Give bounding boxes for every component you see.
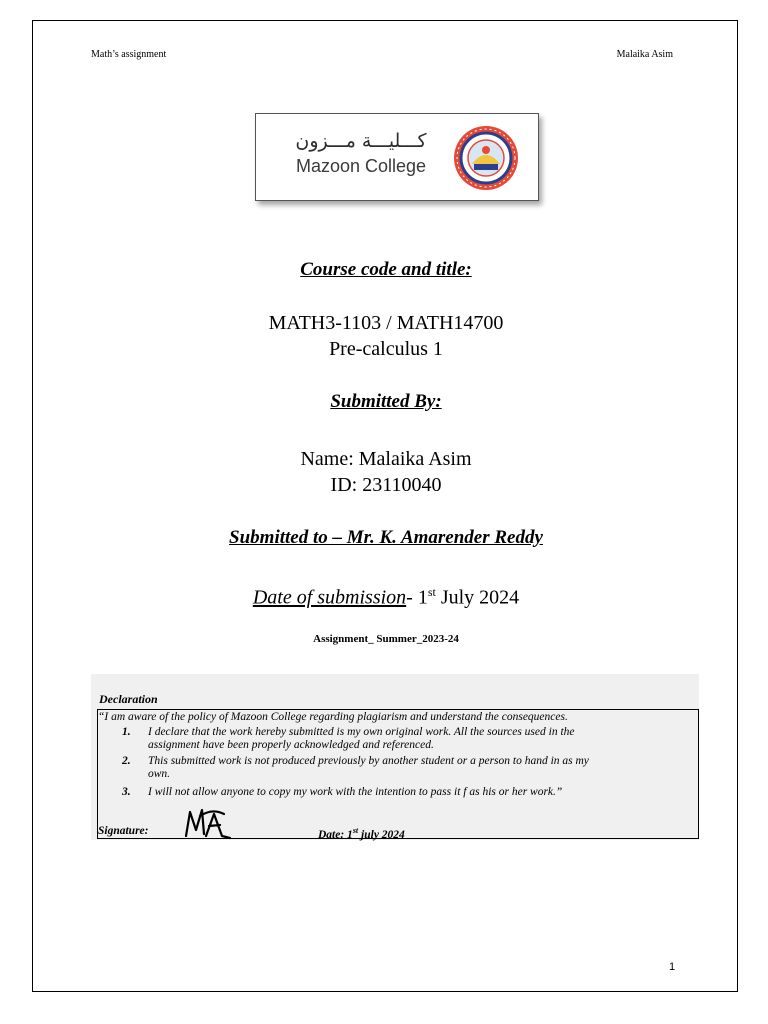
course-title: Pre-calculus 1: [329, 338, 443, 360]
college-seal-icon: [452, 124, 520, 192]
signature-date-label: Date: 1: [318, 828, 353, 841]
college-logo: [255, 113, 539, 201]
submission-date-label: Date of submission: [252, 586, 407, 609]
declaration-body: [97, 709, 699, 839]
page-number: 1: [669, 961, 676, 973]
declaration-item-number: 1.: [122, 726, 131, 738]
signature-date-rest: july 2024: [358, 828, 405, 841]
document-page: [32, 20, 738, 992]
student-name: Name: Malaika Asim: [300, 448, 472, 470]
declaration-item-number: 3.: [122, 786, 131, 798]
declaration-item-line: I declare that the work hereby submitted is my own original work. All the sources used in the: [148, 726, 575, 738]
signature-label: Signature:: [98, 825, 149, 837]
submission-date-day: - 1: [406, 586, 428, 609]
declaration-item-text: I will not allow anyone to copy my work with the intention to pass it f as his or her work.”: [148, 786, 563, 798]
declaration-item-line: own.: [148, 767, 171, 780]
declaration-item-number: 2.: [122, 755, 131, 767]
student-id: ID: 23110040: [330, 474, 442, 496]
declaration-intro: “I am aware of the policy of Mazoon College regarding plagiarism and understand the consequences.: [98, 711, 568, 723]
logo-arabic-text: كـــليـــة مـــزون: [295, 130, 427, 152]
declaration-item-text: [148, 755, 694, 780]
course-code: MATH3-1103 / MATH14700: [268, 312, 504, 334]
signature-date: [318, 825, 405, 841]
declaration-item-line: This submitted work is not produced previously by another student or a person to hand in as my: [148, 755, 589, 767]
declaration-item-line: assignment have been properly acknowledged and referenced.: [148, 738, 434, 751]
declaration-item-text: [148, 726, 694, 751]
declaration-title: Declaration: [99, 692, 158, 706]
course-heading: Course code and title:: [300, 259, 472, 280]
handwritten-signature: [182, 806, 232, 840]
submission-date-sup: st: [427, 585, 436, 599]
logo-name-text: Mazoon College: [295, 156, 427, 176]
signature-date-sup: st: [352, 826, 359, 835]
assignment-label: Assignment_ Summer_2023-24: [313, 633, 459, 645]
submitted-to: Submitted to – Mr. K. Amarender Reddy: [229, 527, 543, 548]
submitted-by-heading: Submitted By:: [330, 391, 442, 412]
header-left: Math’s assignment: [91, 49, 167, 60]
declaration-box: [91, 674, 699, 840]
submission-date-rest: July 2024: [435, 586, 520, 609]
header-right: Malaika Asim: [616, 49, 673, 60]
submission-date: [33, 580, 739, 610]
